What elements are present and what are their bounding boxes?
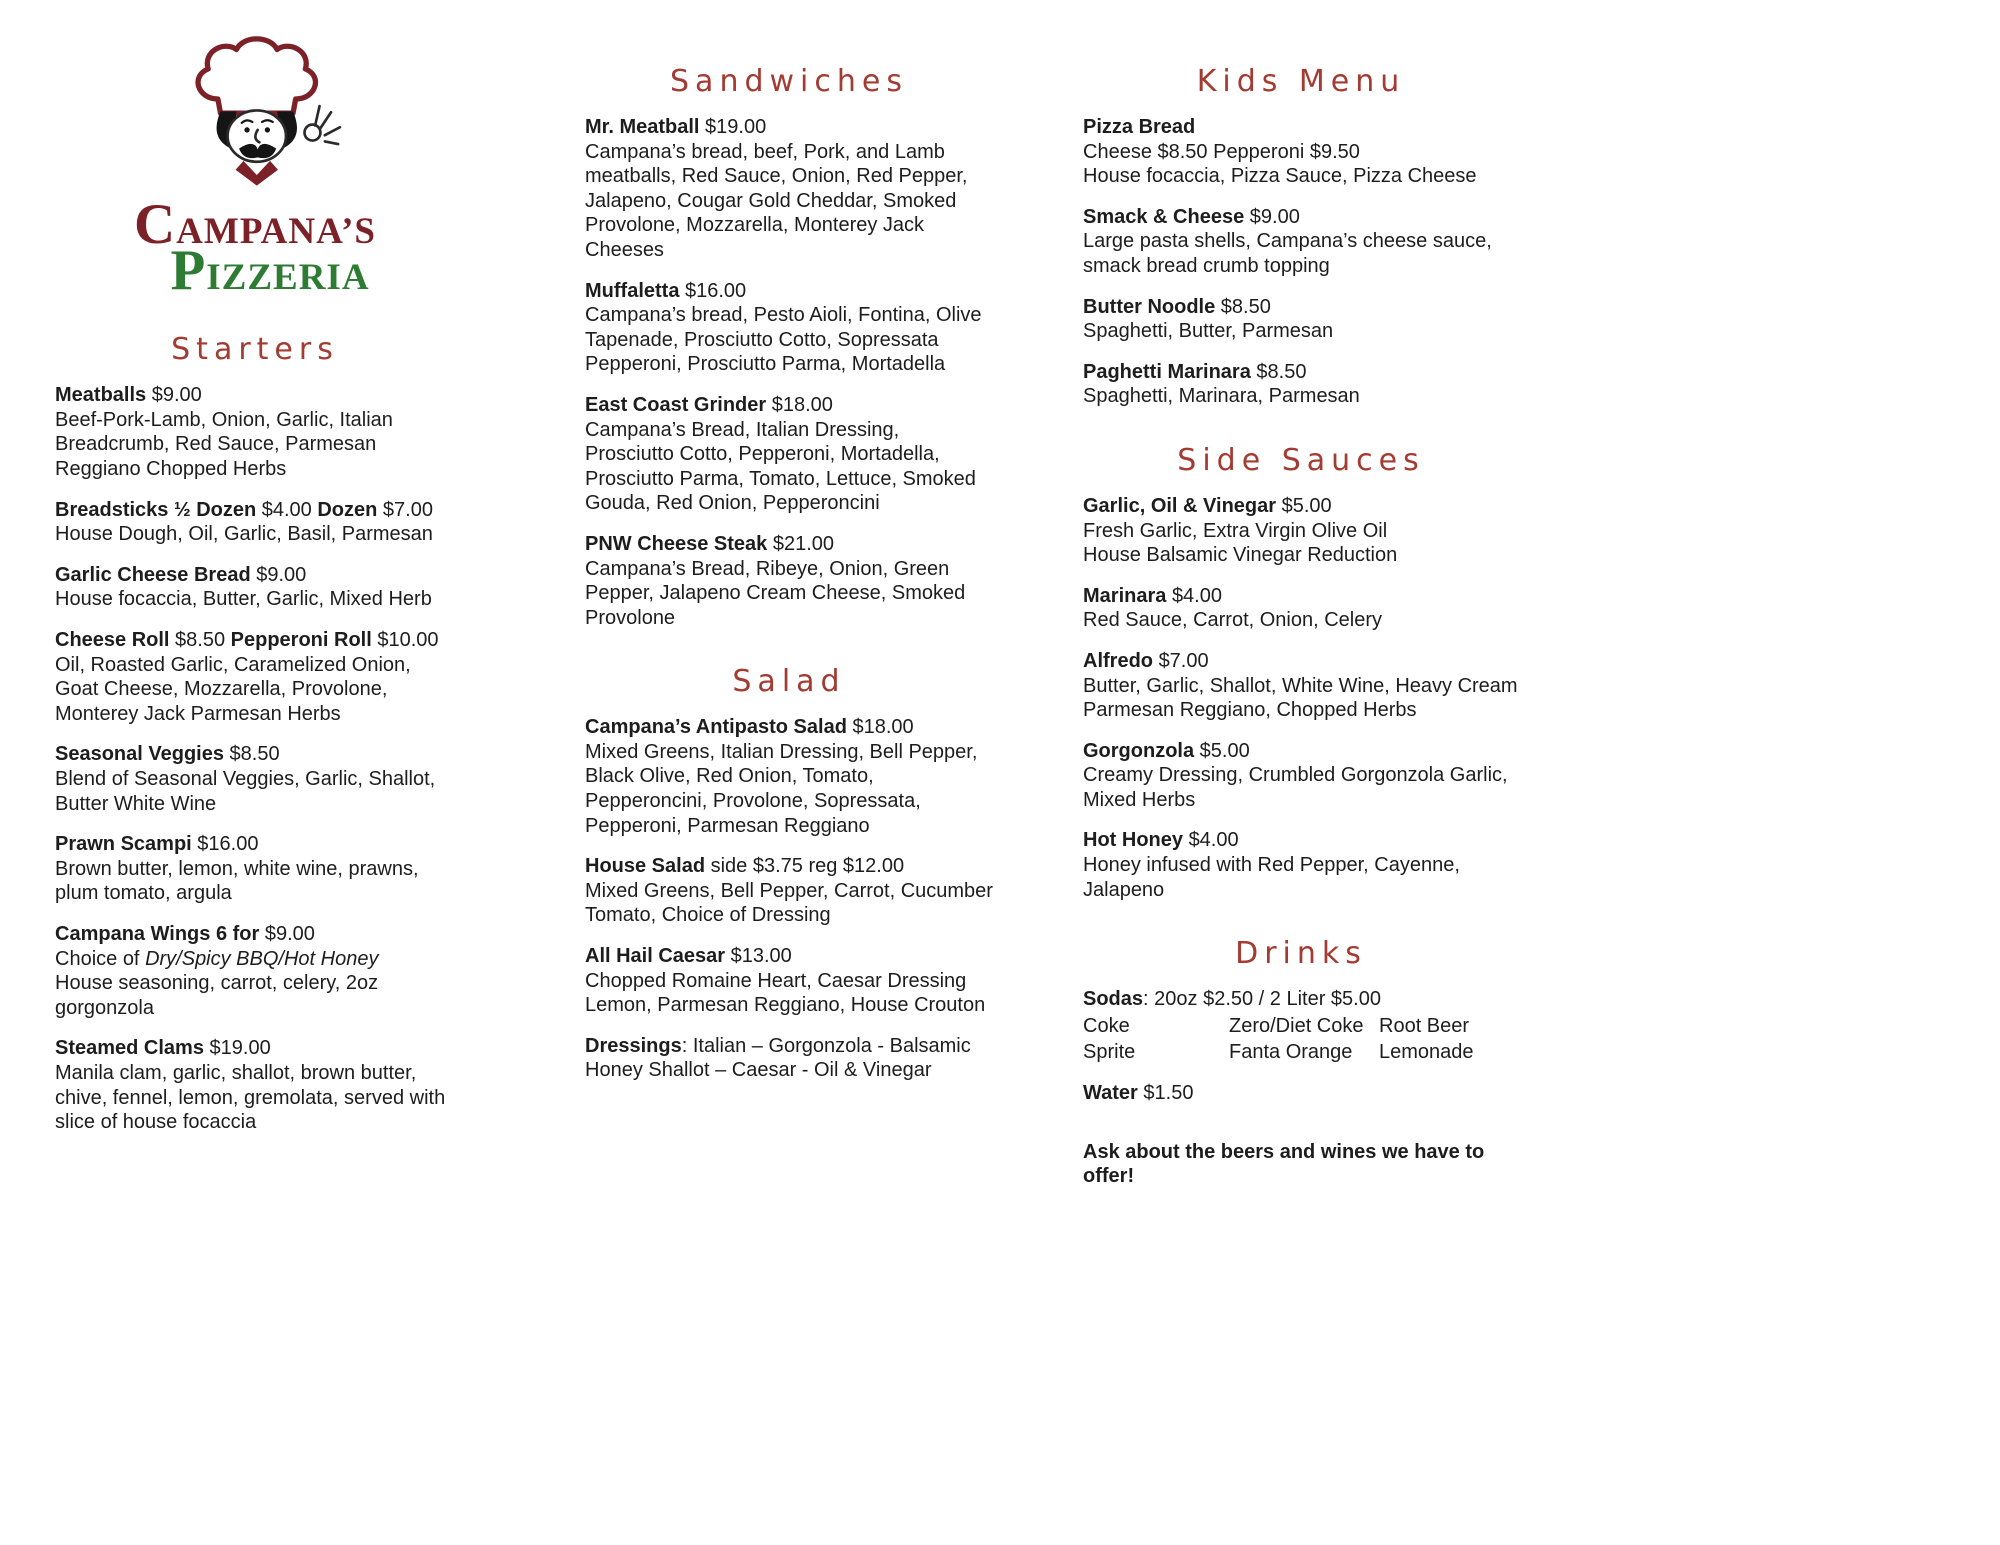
text-segment: Manila clam, garlic, shallot, brown butter, chive, fennel, lemon, gremolata, served with slice of house focaccia [55, 1061, 446, 1134]
section-title-drinks: Drinks [1235, 936, 1367, 972]
text-segment: $18.00 [852, 716, 914, 739]
text-segment: Campana’s Bread, Ribeye, Onion, Green Pepper, Jalapeno Cream Cheese, Smoked Provolone [585, 557, 966, 629]
text-segment: Sodas [1083, 988, 1144, 1011]
menu-item [1083, 987, 1519, 1065]
text-segment: Mixed Greens, Bell Pepper, Carrot, Cucumber Tomato, Choice of Dressing [585, 879, 993, 927]
text-segment: Water [1083, 1082, 1144, 1105]
text-segment: Mr. Meatball [585, 116, 706, 138]
chef-eye-icon [265, 127, 270, 132]
text-segment: $8.50 [1220, 295, 1271, 318]
menu-item [55, 922, 455, 1020]
menu-item [1083, 828, 1519, 902]
item-description [55, 653, 455, 727]
logo-wordmark [55, 193, 455, 303]
text-segment: Dry/Spicy BBQ/Hot Honey [145, 947, 379, 970]
text-segment: Pizza Bread [1083, 116, 1196, 138]
text-segment: $4.00 [261, 498, 318, 521]
text-segment: Steamed Clams [55, 1037, 210, 1060]
item-description [1083, 543, 1519, 568]
text-segment: $4.00 [1188, 829, 1239, 852]
item-name-price [55, 563, 455, 588]
item-description [1083, 164, 1519, 189]
text-segment: Campana’s bread, beef, Pork, and Lamb meatballs, Red Sauce, Onion, Red Pepper, Jalapeno, Cougar Gold Cheddar, Smoked Provolone, Mozzarella, Monterey Jack Cheeses [585, 140, 968, 261]
text-segment: Fresh Garlic, Extra Virgin Olive Oil [1083, 519, 1388, 542]
menu-item [55, 1036, 455, 1134]
text-segment: Paghetti Marinara [1083, 360, 1257, 383]
text-segment: Chopped Romaine Heart, Caesar Dressing Lemon, Parmesan Reggiano, House Crouton [585, 969, 986, 1017]
text-segment: Spaghetti, Butter, Parmesan [1083, 320, 1334, 343]
item-description [585, 969, 993, 1018]
menu-item [1083, 205, 1519, 279]
soda-flavor: Lemonade [1379, 1041, 1474, 1064]
text-segment: Alfredo [1083, 649, 1159, 672]
text-segment: Seasonal Veggies [55, 743, 230, 766]
soda-flavor: Fanta Orange [1229, 1041, 1353, 1064]
menu-item [1083, 584, 1519, 633]
text-segment: $16.00 [197, 833, 259, 856]
item-name-price [55, 922, 455, 947]
text-segment: $9.00 [1249, 205, 1300, 228]
text-segment: side $3.75 reg $12.00 [710, 855, 905, 878]
text-segment: Marinara [1083, 584, 1172, 607]
item-name-price [1083, 987, 1519, 1012]
soda-flavor: Coke [1083, 1014, 1130, 1037]
text-segment: $19.00 [705, 116, 767, 138]
text-segment: $8.50 [229, 743, 280, 766]
text-segment: Smack & Cheese [1083, 205, 1250, 228]
item-description [585, 879, 993, 928]
item-name-price [585, 944, 993, 969]
item-description [55, 947, 455, 972]
text-segment: $7.00 [382, 498, 433, 521]
text-segment: $21.00 [772, 532, 835, 555]
text-segment: Butter Noodle [1083, 295, 1221, 318]
item-name-price [585, 393, 993, 418]
text-segment: $5.00 [1281, 494, 1332, 517]
text-segment: House Salad [585, 855, 711, 878]
item-name-price [55, 1036, 455, 1061]
soda-flavor: Root Beer [1379, 1014, 1470, 1037]
text-segment: Honey infused with Red Pepper, Cayenne, Jalapeno [1083, 854, 1460, 901]
text-segment: House Dough, Oil, Garlic, Basil, Parmesan [55, 523, 433, 546]
item-description [55, 587, 455, 612]
menu-item [585, 944, 993, 1018]
menu-column-right [1083, 52, 1519, 1205]
menu-item [1083, 295, 1519, 344]
item-name-price [1083, 584, 1519, 609]
text-segment: $9.00 [151, 384, 202, 407]
item-description [1083, 1140, 1519, 1189]
item-name-price [55, 628, 455, 653]
text-segment: $9.00 [264, 922, 315, 945]
text-segment: Meatballs [55, 384, 152, 407]
menu-item [585, 532, 993, 630]
text-segment: Pepperoni Roll [230, 629, 378, 652]
text-segment: Hot Honey [1083, 829, 1189, 852]
text-segment: $18.00 [771, 393, 833, 416]
section-title-starters: Starters [171, 332, 339, 368]
text-segment: Blend of Seasonal Veggies, Garlic, Shallot, Butter White Wine [55, 768, 436, 815]
text-segment: Red Sauce, Carrot, Onion, Celery [1083, 609, 1383, 632]
item-name-price [1083, 360, 1519, 385]
menu-item [55, 498, 455, 547]
item-description [55, 522, 455, 547]
chef-illustration-icon [160, 30, 350, 198]
section-kids-menu [1083, 64, 1519, 409]
item-name-price [1083, 494, 1519, 519]
text-segment: Large pasta shells, Campana’s cheese sauce, smack bread crumb topping [1083, 230, 1492, 277]
item-description [1083, 229, 1519, 278]
text-segment: Spaghetti, Marinara, Parmesan [1083, 385, 1360, 408]
item-name-price [585, 115, 993, 140]
menu-item [585, 393, 993, 516]
item-name-price [55, 832, 455, 857]
soda-flavor: Sprite [1083, 1041, 1136, 1064]
text-segment: : Italian – Gorgonzola - Balsamic Honey Shallot – Caesar - Oil & Vinegar [585, 1034, 971, 1082]
text-segment: $4.00 [1171, 584, 1222, 607]
text-segment: $8.50 [175, 629, 231, 652]
text-segment: All Hail Caesar [585, 945, 731, 968]
menu-item [1083, 360, 1519, 409]
text-segment: Campana Wings 6 for [55, 922, 265, 945]
menu-item [585, 1034, 993, 1083]
text-segment: $10.00 [377, 629, 439, 652]
text-segment: Dozen [317, 498, 383, 521]
item-description [55, 857, 455, 906]
menu-item [585, 279, 993, 377]
logo-text-pizzeria: IZZERIA [206, 257, 370, 299]
item-description [585, 740, 993, 838]
item-description [1083, 519, 1519, 544]
item-description [1083, 140, 1519, 165]
chef-hat-icon [198, 39, 315, 113]
menu-item [55, 742, 455, 816]
text-segment: Prawn Scampi [55, 833, 198, 856]
item-name-price [585, 854, 993, 879]
menu-item [585, 854, 993, 928]
item-description [1083, 674, 1519, 723]
text-segment: Campana’s Antipasto Salad [585, 716, 853, 739]
item-name-price [55, 383, 455, 408]
text-segment: : 20oz $2.50 / 2 Liter $5.00 [1143, 988, 1381, 1011]
item-name-price [585, 532, 993, 557]
text-segment: $5.00 [1199, 739, 1250, 762]
soda-flavors-grid [1083, 1014, 1519, 1065]
text-segment: $19.00 [209, 1037, 271, 1060]
text-segment: $13.00 [730, 945, 792, 968]
text-segment: Gorgonzola [1083, 739, 1200, 762]
item-description [585, 418, 993, 516]
text-segment: Ask about the beers and wines we have to offer! [1083, 1140, 1485, 1188]
text-segment: House focaccia, Butter, Garlic, Mixed Herb [55, 588, 432, 611]
menu-column-left [55, 30, 455, 1151]
logo-initial-c: C [134, 193, 177, 256]
item-description [585, 1034, 993, 1083]
section-title-sandwiches: Sandwiches [670, 64, 908, 99]
text-segment: House Balsamic Vinegar Reduction [1083, 544, 1398, 567]
text-segment: House seasoning, carrot, celery, 2oz gorgonzola [55, 972, 379, 1019]
item-description [1083, 608, 1519, 633]
text-segment: House focaccia, Pizza Sauce, Pizza Cheese [1083, 165, 1477, 188]
chef-neckerchief-icon [236, 161, 278, 186]
item-description [55, 1061, 455, 1135]
text-segment: Breadsticks ½ Dozen [55, 498, 262, 521]
item-description [55, 408, 455, 482]
text-segment: Mixed Greens, Italian Dressing, Bell Pepper, Black Olive, Red Onion, Tomato, Pepperoncini, Provolone, Sopressata, Pepperoni, Parmesan Reggiano [585, 740, 978, 837]
text-segment: $16.00 [685, 279, 747, 302]
menu-item [585, 115, 993, 263]
item-name-price [1083, 205, 1519, 230]
item-description [1083, 319, 1519, 344]
text-segment: Brown butter, lemon, white wine, prawns, plum tomato, argula [55, 857, 419, 905]
menu-item [1083, 115, 1519, 189]
menu-item [55, 383, 455, 481]
item-name-price [1083, 1081, 1519, 1106]
text-segment: Cheese $8.50 Pepperoni $9.50 [1083, 140, 1360, 163]
menu-item [1083, 649, 1519, 723]
item-name-price [1083, 115, 1519, 140]
text-segment: Campana’s Bread, Italian Dressing, Prosciutto Cotto, Pepperoni, Mortadella, Prosciutto Parma, Tomato, Lettuce, Smoked Gouda, Red Onion, Pepperoncini [585, 418, 976, 515]
chef-eye-icon [244, 127, 249, 132]
item-name-price [585, 715, 993, 740]
menu-item [1083, 1081, 1519, 1106]
item-name-price [1083, 649, 1519, 674]
text-segment: East Coast Grinder [585, 393, 772, 416]
menu-item [1083, 1140, 1519, 1189]
text-segment: Choice of [55, 947, 146, 970]
item-name-price [1083, 828, 1519, 853]
item-description [585, 140, 993, 263]
menu-item [55, 563, 455, 612]
text-segment: $1.50 [1143, 1082, 1194, 1105]
restaurant-logo [55, 30, 455, 303]
section-title-kids-menu: Kids Menu [1196, 64, 1406, 99]
text-segment: Creamy Dressing, Crumbled Gorgonzola Garlic, Mixed Herbs [1083, 764, 1508, 811]
item-description [55, 767, 455, 816]
section-sandwiches [585, 64, 993, 630]
section-title-side-sauces: Side Sauces [1177, 442, 1425, 478]
item-description [55, 971, 455, 1020]
section-salad [585, 664, 993, 1083]
menu-item [1083, 494, 1519, 568]
item-description [1083, 853, 1519, 902]
menu-item [585, 715, 993, 838]
item-name-price [585, 279, 993, 304]
text-segment: PNW Cheese Steak [585, 532, 773, 555]
item-name-price [1083, 739, 1519, 764]
logo-initial-p: P [170, 239, 207, 303]
text-segment: Oil, Roasted Garlic, Caramelized Onion, Goat Cheese, Mozzarella, Provolone, Monterey Jack Parmesan Herbs [55, 653, 411, 725]
logo-text-campanas: AMPANA’S [176, 211, 376, 252]
item-name-price [55, 742, 455, 767]
soda-flavor: Zero/Diet Coke [1229, 1014, 1364, 1037]
menu-item [1083, 739, 1519, 813]
text-segment: Beef-Pork-Lamb, Onion, Garlic, Italian Breadcrumb, Red Sauce, Parmesan Reggiano Chopped Herbs [55, 408, 393, 481]
text-segment: Muffaletta [585, 279, 685, 302]
text-segment: Garlic, Oil & Vinegar [1083, 494, 1282, 517]
menu-item [55, 628, 455, 726]
section-drinks [1083, 936, 1519, 1189]
chef-hand-icon [305, 125, 321, 141]
item-description [1083, 384, 1519, 409]
text-segment: Cheese Roll [55, 629, 176, 652]
item-description [1083, 763, 1519, 812]
menu-column-middle [585, 52, 993, 1099]
text-segment: $7.00 [1158, 649, 1209, 672]
text-segment: Butter, Garlic, Shallot, White Wine, Heavy Cream Parmesan Reggiano, Chopped Herbs [1083, 674, 1518, 722]
item-name-price [55, 498, 455, 523]
text-segment: Dressings [585, 1034, 682, 1057]
text-segment: $9.00 [256, 563, 307, 586]
section-title-salad: Salad [732, 664, 846, 700]
section-side-sauces [1083, 443, 1519, 902]
item-name-price [1083, 295, 1519, 320]
item-description [585, 557, 993, 631]
section-starters [55, 332, 455, 1134]
text-segment: Garlic Cheese Bread [55, 563, 257, 586]
menu-item [55, 832, 455, 906]
text-segment: $8.50 [1256, 360, 1307, 383]
text-segment: Campana’s bread, Pesto Aioli, Fontina, Olive Tapenade, Prosciutto Cotto, Sopressata Pepperoni, Prosciutto Parma, Mortadella [585, 304, 982, 376]
item-description [585, 303, 993, 377]
